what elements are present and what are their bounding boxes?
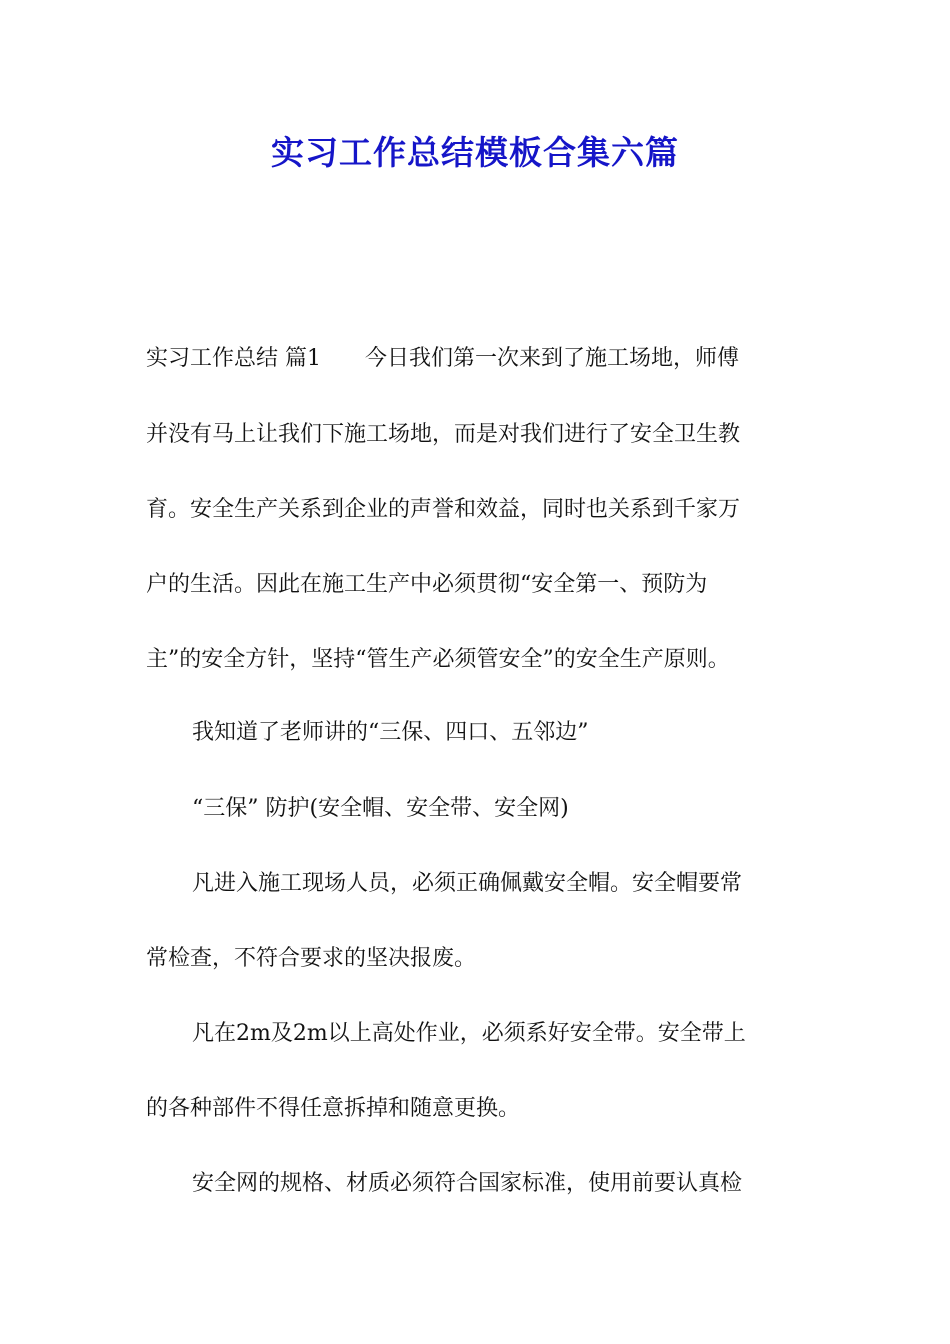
paragraph-line: 安全网的规格、材质必须符合国家标准，使用前要认真检 bbox=[192, 1171, 743, 1196]
paragraph-line: 我知道了老师讲的“三保、四口、五邻边” bbox=[192, 720, 589, 745]
paragraph-line: 主”的安全方针，坚持“管生产必须管安全”的安全生产原则。 bbox=[146, 647, 730, 672]
paragraph-line: “三保” 防护(安全帽、安全带、安全网) bbox=[192, 796, 569, 821]
paragraph-line: 凡进入施工现场人员，必须正确佩戴安全帽。安全帽要常 bbox=[192, 871, 743, 896]
paragraph-line: 实习工作总结 篇1 今日我们第一次来到了施工场地，师傅 bbox=[146, 346, 739, 371]
paragraph-line: 的各种部件不得任意拆掉和随意更换。 bbox=[146, 1096, 521, 1121]
document-title: 实习工作总结模板合集六篇 bbox=[271, 133, 679, 172]
paragraph-line: 常检查，不符合要求的坚决报废。 bbox=[146, 946, 477, 971]
paragraph-line: 育。安全生产关系到企业的声誉和效益，同时也关系到千家万 bbox=[146, 497, 741, 522]
paragraph-line: 户的生活。因此在施工生产中必须贯彻“安全第一、预防为 bbox=[146, 572, 708, 597]
paragraph-line: 并没有马上让我们下施工场地，而是对我们进行了安全卫生教 bbox=[146, 422, 741, 447]
paragraph-line: 凡在2m及2m以上高处作业，必须系好安全带。安全带上 bbox=[192, 1021, 746, 1046]
